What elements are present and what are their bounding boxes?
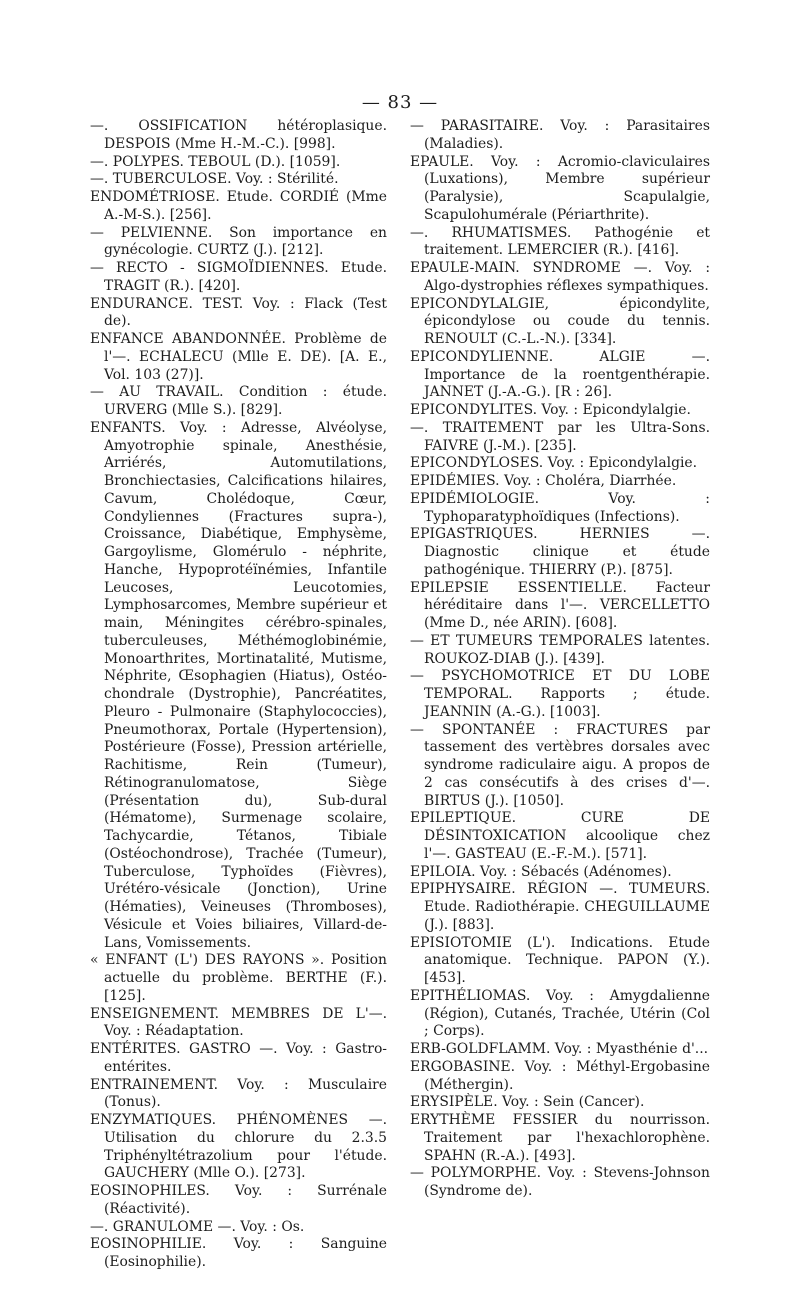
index-entry: EOSINOPHILIE. Voy. : Sanguine (Eosinophilie).: [90, 1236, 387, 1270]
index-entry: EPAULE. Voy. : Acromio-claviculaires (Luxations), Membre supérieur (Paralysie), Scapulalgie, Scapulohumérale (Périarthrite).: [410, 153, 710, 223]
index-entry: — ET TUMEURS TEMPORALES latentes. ROUKOZ-DIAB (J.). [439].: [410, 632, 710, 667]
index-entry: — SPONTANÉE : FRACTURES par tassement des vertèbres dorsales avec syndrome radiculaire aigu. A propos de 2 cas consécutifs à des crises d'—. BIRTUS (J.). [1050].: [410, 721, 710, 809]
index-entry: EPILOIA. Voy. : Sébacés (Adénomes).: [410, 863, 672, 880]
index-entry: ERB-GOLDFLAMM. Voy. : Myasthénie d'...: [410, 1041, 709, 1057]
index-entry: — AU TRAVAIL. Condition : étude. URVERG (Mlle S.). [829].: [90, 384, 387, 418]
index-entry: ENZYMATIQUES. PHÉNOMÈNES —. Utilisation du chlorure du 2.3.5 Triphényltétrazolium pour l'étude. GAUCHERY (Mlle O.). [273].: [90, 1112, 387, 1182]
right-column: [410, 118, 710, 1201]
index-entry: — PSYCHOMOTRICE ET DU LOBE TEMPORAL. Rapports ; étude. JEANNIN (A.-G.). [1003].: [410, 668, 710, 720]
index-entry: — POLYMORPHE. Voy. : Stevens-Johnson (Syndrome de).: [410, 1165, 710, 1199]
index-entry: EPIPHYSAIRE. RÉGION —. TUMEURS. Etude. Radiothérapie. CHEGUILLAUME (J.). [883].: [410, 881, 710, 933]
index-entry: « ENFANT (L') DES RAYONS ». Position actuelle du problème. BERTHE (F.). [125].: [90, 952, 387, 1004]
page-number: — 83 —: [361, 92, 439, 113]
index-entry: ENTRAINEMENT. Voy. : Musculaire (Tonus).: [90, 1076, 387, 1111]
index-entry: EPILEPSIE ESSENTIELLE. Facteur héréditaire dans l'—. VERCELLETTO (Mme D., née ARIN). [608].: [410, 579, 710, 631]
index-entry: —. TUBERCULOSE. Voy. : Stérilité.: [90, 171, 339, 188]
index-entry: ENDOMÉTRIOSE. Etude. CORDIÉ (Mme A.-M-S.). [256].: [90, 189, 387, 223]
index-entry: ERYTHÈME FESSIER du nourrisson. Traitement par l'hexachlorophène. SPAHN (R.-A.). [493].: [410, 1112, 710, 1164]
index-entry: EOSINOPHILES. Voy. : Surrénale (Réactivité).: [90, 1183, 387, 1217]
index-entry: —. RHUMATISMES. Pathogénie et traitement. LEMERCIER (R.). [416].: [410, 224, 710, 259]
left-column: [90, 118, 387, 1272]
index-entry: EPIDÉMIES. Voy. : Choléra, Diarrhée.: [410, 473, 677, 489]
index-entry: ENTÉRITES. GASTRO —. Voy. : Gastro-entérites.: [90, 1041, 387, 1075]
index-entry: EPILEPTIQUE. CURE DE DÉSINTOXICATION alcoolique chez l'—. GASTEAU (E.-F.-M.). [571].: [410, 810, 710, 862]
index-entry: ENSEIGNEMENT. MEMBRES DE L'—. Voy. : Réadaptation.: [90, 1005, 387, 1040]
index-entry: EPIDÉMIOLOGIE. Voy. : Typhoparatyphoïdiques (Infections).: [410, 490, 710, 525]
index-entry: —. TRAITEMENT par les Ultra-Sons. FAIVRE (J.-M.). [235].: [410, 419, 710, 454]
index-entry: EPICONDYLALGIE, épicondylite, épicondylose ou coude du tennis. RENOULT (C.-L.-N.). [334].: [410, 295, 710, 347]
index-entry: —. POLYPES. TEBOUL (D.). [1059].: [90, 153, 341, 170]
index-entry: — PELVIENNE. Son importance en gynécologie. CURTZ (J.). [212].: [90, 224, 387, 259]
index-entry: EPISIOTOMIE (L'). Indications. Etude anatomique. Technique. PAPON (Y.). [453].: [410, 934, 710, 986]
index-entry: ENDURANCE. TEST. Voy. : Flack (Test de).: [90, 295, 387, 330]
index-entry: ERYSIPÈLE. Voy. : Sein (Cancer).: [410, 1094, 645, 1111]
index-entry: EPICONDYLOSES. Voy. : Epicondylalgie.: [410, 455, 698, 472]
index-entry: — RECTO - SIGMOÏDIENNES. Etude. TRAGIT (R.). [420].: [90, 260, 387, 294]
index-entry: EPICONDYLIENNE. ALGIE —. Importance de la roentgenthérapie. JANNET (J.-A.-G.). [R : 26].: [410, 348, 710, 401]
index-entry: EPICONDYLITES. Voy. : Epicondylalgie.: [410, 402, 691, 418]
index-entry: — PARASITAIRE. Voy. : Parasitaires (Maladies).: [410, 118, 710, 152]
index-entry: ERGOBASINE. Voy. : Méthyl-Ergobasine (Méthergin).: [410, 1058, 710, 1093]
index-entry: ENFANCE ABANDONNÉE. Problème de l'—. ECHALECU (Mlle E. DE). [A. E., Vol. 103 (27)].: [90, 331, 387, 383]
index-entry: EPAULE-MAIN. SYNDROME —. Voy. : Algo-dystrophies réflexes sympathiques.: [410, 260, 710, 294]
index-entry: ENFANTS. Voy. : Adresse, Alvéolyse, Amyotrophie spinale, Anesthésie, Arriérés, Automutilations, Bronchiectasies, Calcifications hilaires, Cavum, Cholédoque, Cœur, Condyliennes (Fractures supra-), Croissance, Diabétique, Emphysème, Gargoylisme, Glomérulo - néphrite, Hanche, Hypoprotéïnémies, Infantile Leucoses, Leucotomies, Lymphosarcomes, Membre supérieur et main, Méningites cérébro-spinales, tuberculeuses, Méthémoglobinémie, Monoarthrites, Mortinatalité, Mutisme, Néphrite, Œsophagien (Hiatus), Ostéo-chondrale (Dystrophie), Pancréatites, Pleuro - Pulmonaire (Staphylococcies), Pneumothorax, Portale (Hypertension), Postérieure (Fosse), Pression artérielle, Rachitisme, Rein (Tumeur), Rétinogranulomatose, Siège (Présentation du), Sub-dural (Hématome), Surmenage scolaire, Tachycardie, Tétanos, Tibiale (Ostéochondrose), Trachée (Tumeur), Tuberculose, Typhoïdes (Fièvres), Urétéro-vésicale (Jonction), Urine (Hématies), Veineuses (Thromboses), Vésicule et Voies biliaires, Villard-de-Lans, Vomissements.: [90, 419, 387, 951]
index-entry: —. OSSIFICATION hétéroplasique. DESPOIS (Mme H.-M.-C.). [998].: [90, 118, 387, 152]
index-entry: —. GRANULOME —. Voy. : Os.: [90, 1218, 305, 1235]
index-entry: EPITHÉLIOMAS. Voy. : Amygdalienne (Région), Cutanés, Trachée, Utérin (Col ; Corps).: [410, 987, 710, 1040]
index-entry: EPIGASTRIQUES. HERNIES —. Diagnostic clinique et étude pathogénique. THIERRY (P.). [875].: [410, 526, 710, 578]
